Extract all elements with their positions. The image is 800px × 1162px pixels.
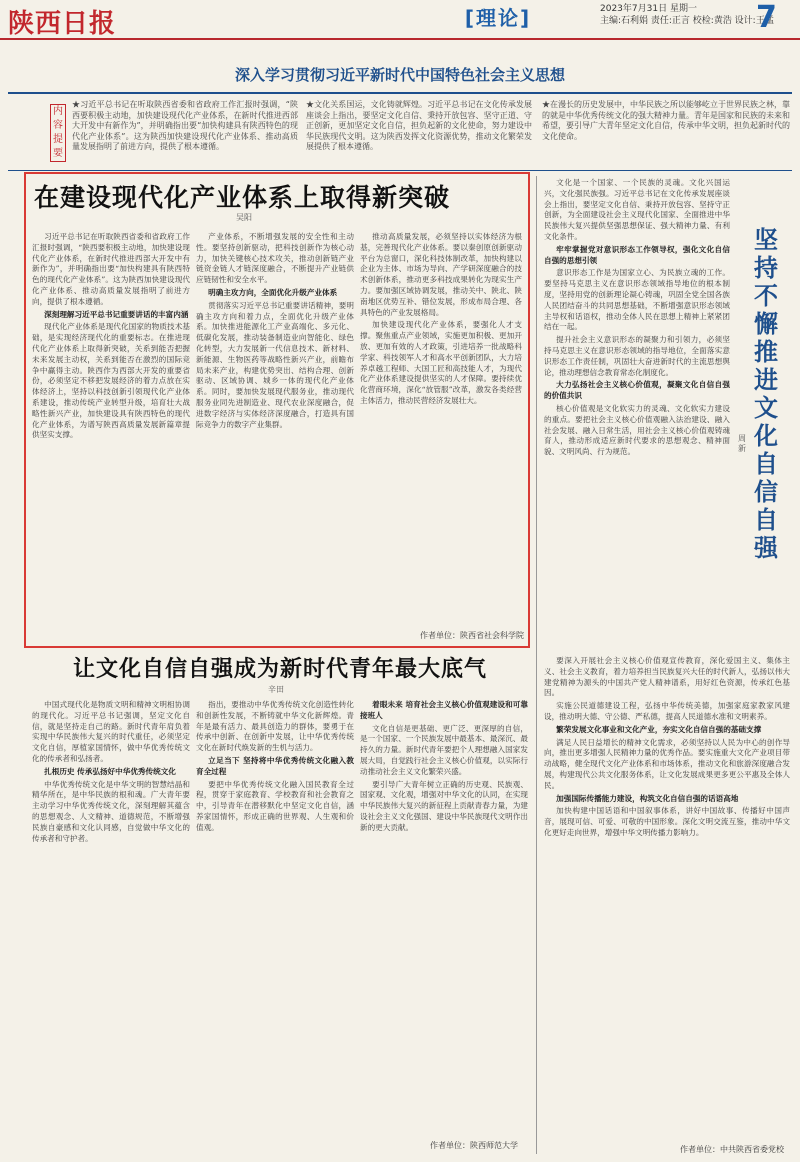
editors-line: 主编:石利娟 责任:正言 校检:黄浩 设计:王猛 [600, 16, 774, 26]
article3-byline: 周新 [738, 434, 746, 453]
article2-paragraph: 指出，要推动中华优秀传统文化创造性转化和创新性发展，不断铸就中华文化新辉煌。青年是最有活力、最具创造力的群体，要勇于在传承中创新、在创新中发展，让中华优秀传统文化在新时代焕发新的生机与活力。 [196, 700, 354, 753]
article2-column-3 [360, 700, 528, 1138]
article1-subhead-2: 明确主攻方向，全面优化升级产业体系 [208, 287, 338, 297]
section-banner: 深入学习贯彻习近平新时代中国特色社会主义思想 [234, 66, 565, 84]
article3-column-lower [544, 656, 790, 1138]
article2-paragraph: 要引导广大青年树立正确的历史观、民族观、国家观、文化观，增强对中华文化的认同，在实现中华民族伟大复兴的新征程上贡献青春力量，为建设社会主义文化强国、建设中华民族现代文明作出新的更大贡献。 [360, 779, 528, 832]
article3-subhead-4: 加强国际传播能力建设，构筑文化自信自强的话语高地 [556, 793, 739, 803]
article3-author-unit: 作者单位：中共陕西省委党校 [680, 1145, 784, 1154]
article1-byline: 吴阳 [236, 213, 252, 222]
article2-author-unit: 作者单位：陕西师范大学 [430, 1141, 518, 1150]
article1-author-unit: 作者单位：陕西省社会科学院 [420, 631, 524, 640]
article3-paragraph: 文化是一个国家、一个民族的灵魂。文化兴国运兴，文化强民族强。习近平总书记在文化传承发展座谈会上指出，要坚定文化自信、秉持开放包容、坚持守正创新，为全面建设社会主义现代化国家、全面推进中华民族伟大复兴提供坚强思想保证、强大精神力量、有利文化条件。 [544, 178, 730, 241]
article3-paragraph: 核心价值观是文化软实力的灵魂、文化软实力建设的重点。要把社会主义核心价值观融入法治建设、融入社会发展、融入日常生活，用社会主义核心价值观铸魂育人，推动形成适应新时代要求的思想观念、精神面貌、文明风尚、行为规范。 [544, 403, 730, 457]
article3-paragraph: 要深入开展社会主义核心价值观宣传教育，深化爱国主义、集体主义、社会主义教育，着力培养担当民族复兴大任的时代新人，弘扬以伟大建党精神为源头的中国共产党人精神谱系，用好红色资源，传承红色基因。 [544, 656, 790, 698]
intro-rule [8, 170, 792, 171]
article2-paragraph: 要把中华优秀传统文化融入国民教育全过程，贯穿于家庭教育、学校教育和社会教育之中，引导青年在潜移默化中坚定文化自信，涵养家国情怀，形成正确的世界观、人生观和价值观。 [196, 779, 354, 832]
article1-subhead-1: 深刻理解习近平总书记重要讲话的丰富内涵 [44, 309, 189, 319]
issue-date: 2023年7月31日 星期一 [600, 4, 697, 14]
section-label: [理论] [464, 6, 532, 30]
article2-subhead-2: 立足当下 坚持将中华优秀传统文化融入教育全过程 [196, 755, 354, 776]
article1-paragraph: 推动高质量发展，必须坚持以实体经济为根基，完善现代化产业体系。要以秦创原创新驱动平台为总窗口，深化科技体制改革，加快构建以企业为主体、市场为导向、产学研深度融合的技术创新体系，推动更多科技成果转化为现实生产力。要加强区域协调发展，推动关中、陕北、陕南地区优势互补、错位发展，形成布局合理、各具特色的产业发展格局。 [360, 232, 522, 317]
article1-paragraph: 加快建设现代化产业体系，要强化人才支撑。聚焦重点产业领域，实施更加积极、更加开放、更加有效的人才政策，引进培养一批战略科学家、科技领军人才和高水平创新团队，大力培养卓越工程师、大国工匠和高技能人才，为现代化产业体系建设提供坚实的人才保障。要持续优化营商环境，深化“放管服”改革，激发各类经营主体活力，推动民营经济发展壮大。 [360, 320, 522, 405]
article1-paragraph: 贯彻落实习近平总书记重要讲话精神，要明确主攻方向和着力点，全面优化升级产业体系。加快推进能源化工产业高端化、多元化、低碳化发展，推动装备制造业向智能化、绿色化转型，大力发展新一代信息技术、新材料、新能源、生物医药等战略性新兴产业，前瞻布局未来产业，构建优势突出、结构合理、创新驱动、区域协调、城乡一体的现代化产业体系。同时，要加快发展现代服务业，推动现代服务业同先进制造业、现代农业深度融合，促进数字经济与实体经济深度融合，打造具有国际竞争力的数字产业集群。 [196, 300, 354, 429]
article2-subhead-3: 着眼未来 培育社会主义核心价值观建设和可靠接班人 [360, 700, 528, 720]
article2-paragraph: 中华优秀传统文化是中华文明的智慧结晶和精华所在，是中华民族的根和魂。广大青年要主动学习中华优秀传统文化，深刻理解其蕴含的思想观念、人文精神、道德规范，不断增强民族自豪感和文化认同感，自觉做中华文化的传承者和守护者。 [32, 779, 190, 843]
article1-column-1 [32, 232, 190, 640]
article1-title: 在建设现代化产业体系上取得新突破 [34, 183, 451, 212]
banner-rule [8, 92, 792, 94]
article2-byline: 辛田 [268, 685, 284, 694]
article3-subhead-3: 繁荣发展文化事业和文化产业，夯实文化自信自强的基础支撑 [556, 724, 762, 734]
article1-column-3 [360, 232, 522, 624]
intro-summary-3: ★在漫长的历史发展中，中华民族之所以能够屹立于世界民族之林，靠的就是中华优秀传统文化的强大精神力量。青年是国家和民族的未来和希望，要引导广大青年坚定文化自信，传承中华文明，担负起新时代的文化使命。 [542, 100, 790, 141]
article3-subhead-1: 牢牢掌握党对意识形态工作领导权，强化文化自信自强的思想引领 [544, 244, 730, 265]
article2-column-1 [32, 700, 190, 1152]
page-number: 7 [756, 0, 777, 35]
intro-summary-2: ★文化关系国运，文化铸就辉煌。习近平总书记在文化传承发展座谈会上指出，要坚定文化自信、秉持开放包容、坚守正道、守正创新，更加坚定文化自信，担负起新的文化使命，努力建设中华民族现代文明。这为陕西发挥文化资源优势，推动文化繁荣发展提供了根本遵循。 [306, 100, 532, 152]
column-divider [536, 176, 537, 1154]
article3-column-upper [544, 178, 730, 648]
article3-paragraph: 实施公民道德建设工程，弘扬中华传统美德，加强家庭家教家风建设，推动明大德、守公德、严私德，提高人民道德水准和文明素养。 [544, 701, 790, 721]
article3-subhead-2: 大力弘扬社会主义核心价值观，凝聚文化自信自强的价值共识 [544, 380, 730, 401]
article1-paragraph: 现代化产业体系是现代化国家的物质技术基础，是实现经济现代化的重要标志。在推进现代化产业体系上取得新突破，关系到能否把握未来发展主动权，关系到能否在激烈的国际竞争中赢得主动。陕西作为西部大开发的重要省份，必须坚定不移把发展经济的着力点放在实体经济上，坚持以科技创新引领现代化产业体系建设，推动传统产业转型升级，培育壮大战略性新兴产业，加快建设具有陕西特色的现代化产业体系，为谱写陕西高质量发展新篇章提供坚实支撑。 [32, 322, 190, 440]
article1-paragraph: 产业体系，不断增强发展的安全性和主动性。要坚持创新驱动，把科技创新作为核心动力，加快关键核心技术攻关，推动创新链产业链资金链人才链深度融合，不断提升产业链供应链韧性和安全水平。 [196, 232, 354, 285]
article2-paragraph: 中国式现代化是物质文明和精神文明相协调的现代化。习近平总书记强调，坚定文化自信，就是坚持走自己的路。新时代青年肩负着实现中华民族伟大复兴的时代重任，必须坚定文化自信，厚植家国情怀，做中华优秀传统文化的传承者和弘扬者。 [32, 700, 190, 763]
article3-paragraph: 加快构建中国话语和中国叙事体系，讲好中国故事、传播好中国声音，展现可信、可爱、可敬的中国形象。深化文明交流互鉴，推动中华文化更好走向世界，增强中华文明传播力影响力。 [544, 806, 790, 837]
intro-summary-1: ★习近平总书记在听取陕西省委和省政府工作汇报时强调，“陕西要积极主动地，加快建设现代化产业体系，在新时代推进西部大开发中有新作为”，并明确指出要“加快构建具有陕西特色的现代化产业体系”。这为陕西加快建设现代化产业体系、推动高质量发展指明了前进方向，提供了根本遵循。 [72, 100, 298, 152]
article3-paragraph: 意识形态工作是为国家立心、为民族立魂的工作。要坚持马克思主义在意识形态领域指导地位的根本制度，坚持用党的创新理论凝心铸魂，巩固全党全国各族人民团结奋斗的共同思想基础，不断增强意识形态领域主导权和话语权，推动全体人民在思想上精神上紧紧团结在一起。 [544, 268, 730, 332]
masthead [0, 0, 800, 40]
article2-column-2 [196, 700, 354, 1152]
article3-paragraph: 满足人民日益增长的精神文化需求，必须坚持以人民为中心的创作导向，推出更多增强人民精神力量的优秀作品。要实施重大文化产业项目带动战略，健全现代文化产业体系和市场体系，推动文化和旅游深度融合发展，构建现代公共文化服务体系，让文化发展成果更多更公平惠及全体人民。 [544, 737, 790, 790]
issue-meta [600, 3, 774, 27]
article2-title: 让文化自信自强成为新时代青年最大底气 [72, 656, 487, 682]
article3-paragraph: 提升社会主义意识形态的凝聚力和引领力，必须坚持马克思主义在意识形态领域的指导地位，全面落实意识形态工作责任制，巩固壮大奋进新时代的主流思想舆论，推动理想信念教育常态化制度化。 [544, 335, 730, 377]
article1-lead: 习近平总书记在听取陕西省委和省政府工作汇报时强调，“陕西要积极主动地，加快建设现代化产业体系，在新时代推进西部大开发中有新作为”，并明确指出要“加快构建具有陕西特色的现代化产业体系”。这为陕西加快建设现代化产业体系、推动高质量发展指明了前进方向，提供了根本遵循。 [32, 232, 190, 306]
article2-subhead-1: 扎根历史 传承弘扬好中华优秀传统文化 [44, 766, 176, 776]
article1-column-2 [196, 232, 354, 640]
intro-tag: 内容提要 [50, 104, 66, 162]
article2-paragraph: 文化自信是更基础、更广泛、更深厚的自信，是一个国家、一个民族发展中最基本、最深沉、最持久的力量。新时代青年要把个人理想融入国家发展大局，自觉践行社会主义核心价值观，以实际行动推动社会主义文化繁荣兴盛。 [360, 723, 528, 776]
newspaper-logo: 陕西日报 [8, 9, 117, 39]
article3-title: 坚持不懈推进文化自信自强 [754, 225, 778, 562]
